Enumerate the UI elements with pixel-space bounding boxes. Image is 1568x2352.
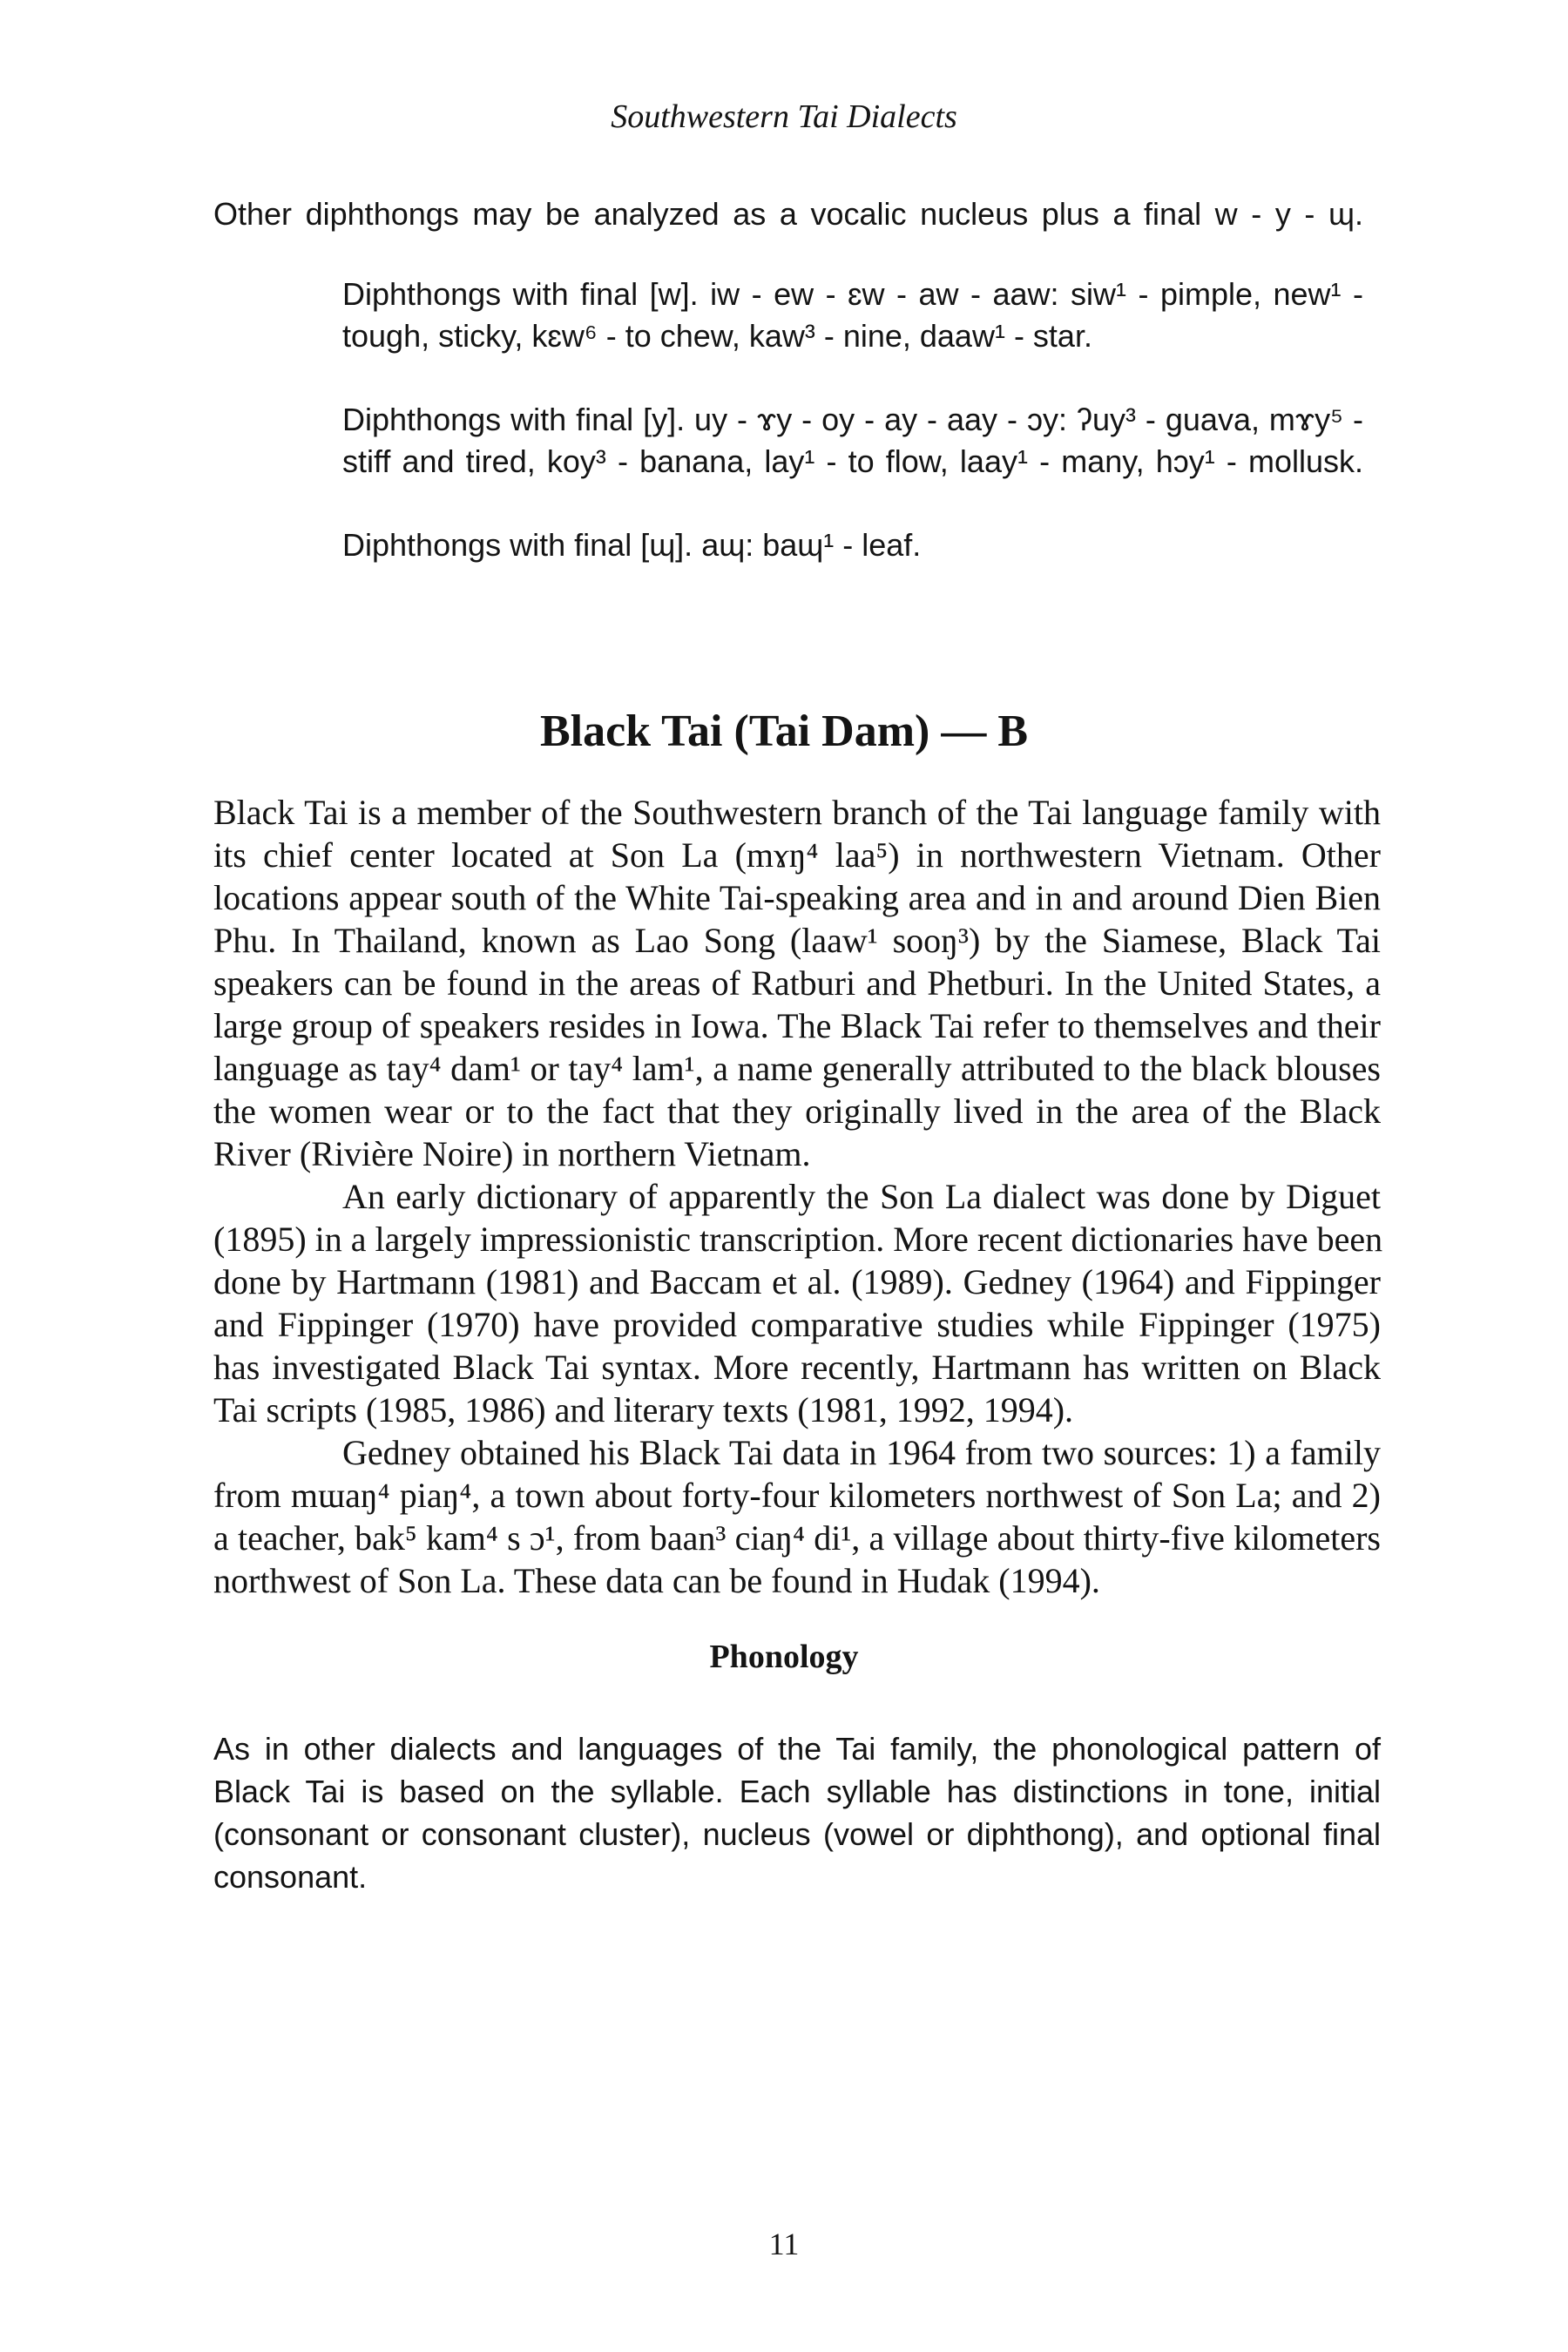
para2-line: and Fippinger (1970) have provided comparative studies while Fippinger (1975): [213, 1305, 1381, 1344]
para2-line: An early dictionary of apparently the Son La dialect was done by Diguet: [342, 1177, 1381, 1216]
para2-line: done by Hartmann (1981) and Baccam et al. (1989). Gedney (1964) and Fippinger: [213, 1262, 1381, 1301]
para2-line: has investigated Black Tai syntax. More recently, Hartmann has written on Black: [213, 1348, 1381, 1387]
diphthong-velar-line: Diphthongs with final [ɰ]. aɰ: baɰ¹ - leaf.: [342, 527, 922, 563]
para1-line: Black Tai is a member of the Southwestern branch of the Tai language family with: [213, 793, 1381, 832]
para4-line: consonant.: [213, 1859, 368, 1895]
para1-line: large group of speakers resides in Iowa. The Black Tai refer to themselves and their: [213, 1006, 1381, 1045]
para1-line: River (Rivière Noire) in northern Vietnam.: [213, 1134, 811, 1173]
page-number: 11: [768, 2227, 800, 2261]
para1-line: locations appear south of the White Tai-speaking area and in and around Dien Bien: [213, 878, 1381, 917]
para4-line: Black Tai is based on the syllable. Each syllable has distinctions in tone, initial: [213, 1774, 1381, 1809]
section-title: Black Tai (Tai Dam) — B: [539, 706, 1029, 756]
para2-line: Tai scripts (1985, 1986) and literary texts (1981, 1992, 1994).: [213, 1390, 1074, 1429]
para1-line: language as tay⁴ dam¹ or tay⁴ lam¹, a name generally attributed to the black blouses: [213, 1049, 1381, 1088]
para3-line: Gedney obtained his Black Tai data in 1964 from two sources: 1) a family: [342, 1433, 1381, 1472]
intro-line: Other diphthongs may be analyzed as a vocalic nucleus plus a final w - y - ɰ.: [213, 196, 1363, 232]
subsection-title: Phonology: [709, 1639, 859, 1675]
para1-line: Phu. In Thailand, known as Lao Song (laaw¹ sooŋ³) by the Siamese, Black Tai: [213, 921, 1381, 960]
diphthong-w-line-1: Diphthongs with final [w]. iw - ew - ɛw - aw - aaw: siw¹ - pimple, new¹ -: [342, 276, 1363, 312]
running-head: Southwestern Tai Dialects: [611, 98, 957, 135]
diphthong-y-line-1: Diphthongs with final [y]. uy - ɤy - oy - ay - aay - ɔy: ʔuy³ - guava, mɤy⁵ -: [342, 402, 1363, 437]
para3-line: northwest of Son La. These data can be found in Hudak (1994).: [213, 1561, 1100, 1600]
para1-line: its chief center located at Son La (mɤŋ⁴ laa⁵) in northwestern Vietnam. Other: [213, 835, 1381, 875]
para1-line: speakers can be found in the areas of Ratburi and Phetburi. In the United States, a: [213, 963, 1381, 1003]
para3-line: from mɯaŋ⁴ piaŋ⁴, a town about forty-four kilometers northwest of Son La; and 2): [213, 1476, 1381, 1515]
diphthong-y-line-2: stiff and tired, koy³ - banana, lay¹ - to flow, laay¹ - many, hɔy¹ - mollusk.: [342, 443, 1363, 479]
para1-line: the women wear or to the fact that they originally lived in the area of the Black: [213, 1092, 1381, 1131]
para3-line: a teacher, bak⁵ kam⁴ s ɔ¹, from baan³ ciaŋ⁴ di¹, a village about thirty-five kilometers: [213, 1518, 1381, 1558]
para2-line: (1895) in a largely impressionistic transcription. More recent dictionaries have been: [213, 1220, 1383, 1259]
diphthong-w-line-2: tough, sticky, kɛw⁶ - to chew, kaw³ - nine, daaw¹ - star.: [342, 318, 1092, 354]
para4-line: As in other dialects and languages of the Tai family, the phonological pattern of: [213, 1731, 1381, 1767]
para4-line: (consonant or consonant cluster), nucleus (vowel or diphthong), and optional final: [213, 1816, 1381, 1852]
